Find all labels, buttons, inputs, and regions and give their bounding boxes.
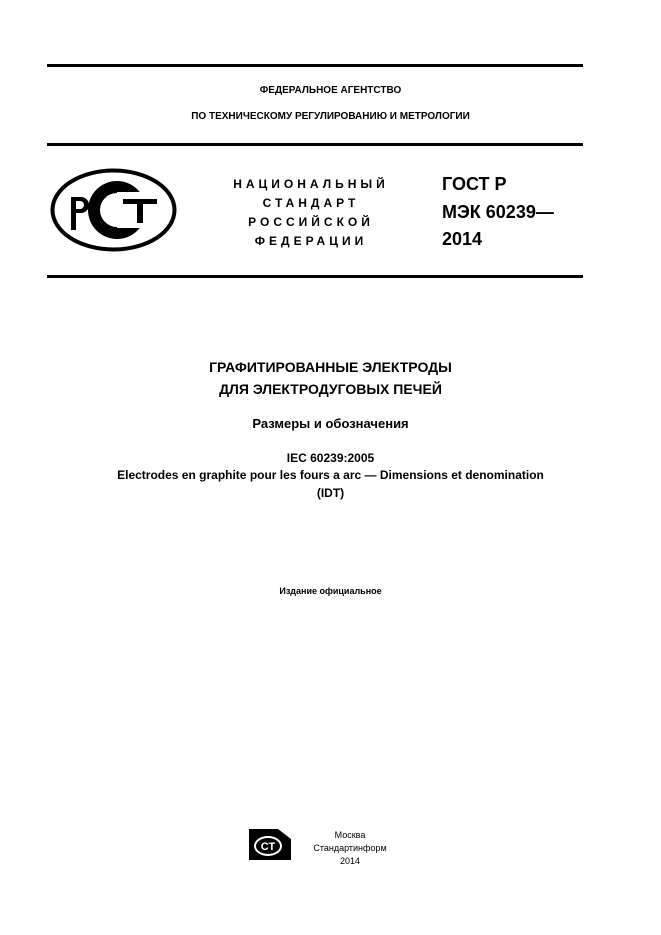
publisher-year: 2014 <box>339 856 361 866</box>
header-rule <box>47 143 583 146</box>
publisher-city: Москва <box>334 830 366 840</box>
document-title-line-1: ГРАФИТИРОВАННЫЕ ЭЛЕКТРОДЫ <box>209 359 452 375</box>
iec-reference: IEC 60239:2005 <box>286 451 375 465</box>
standartinform-logo-icon <box>248 827 292 861</box>
document-title-line-2: ДЛЯ ЭЛЕКТРОДУГОВЫХ ПЕЧЕЙ <box>219 381 442 397</box>
publisher-block <box>300 829 400 868</box>
national-standard-line-3: РОССИЙСКОЙ <box>248 215 374 229</box>
publisher-name: Стандартинформ <box>313 843 387 853</box>
national-standard-block <box>206 175 416 251</box>
document-subtitle: Размеры и обозначения <box>252 416 409 431</box>
rst-certification-logo-icon <box>50 168 177 252</box>
national-standard-line-4: ФЕДЕРАЦИИ <box>254 234 368 248</box>
national-standard-line-1: НАЦИОНАЛЬНЫЙ <box>233 177 389 191</box>
agency-line-1: ФЕДЕРАЛЬНОЕ АГЕНТСТВО <box>259 85 402 96</box>
national-standard-line-2: СТАНДАРТ <box>262 196 360 210</box>
top-rule <box>47 64 583 67</box>
agency-line-2: ПО ТЕХНИЧЕСКОМУ РЕГУЛИРОВАНИЮ И МЕТРОЛОГИИ <box>191 111 470 122</box>
designation-line-2: МЭК 60239— <box>442 202 554 222</box>
iec-french-title: Electrodes en graphite pour les fours a arc — Dimensions et denomination <box>117 468 544 482</box>
edition-label: Издание официальное <box>279 586 382 596</box>
iec-identity: (IDT) <box>316 486 345 500</box>
designation-line-1: ГОСТ Р <box>442 174 507 194</box>
svg-text:СТ: СТ <box>260 841 276 853</box>
designation-line-3: 2014 <box>442 229 483 249</box>
bottom-header-rule <box>47 275 583 278</box>
